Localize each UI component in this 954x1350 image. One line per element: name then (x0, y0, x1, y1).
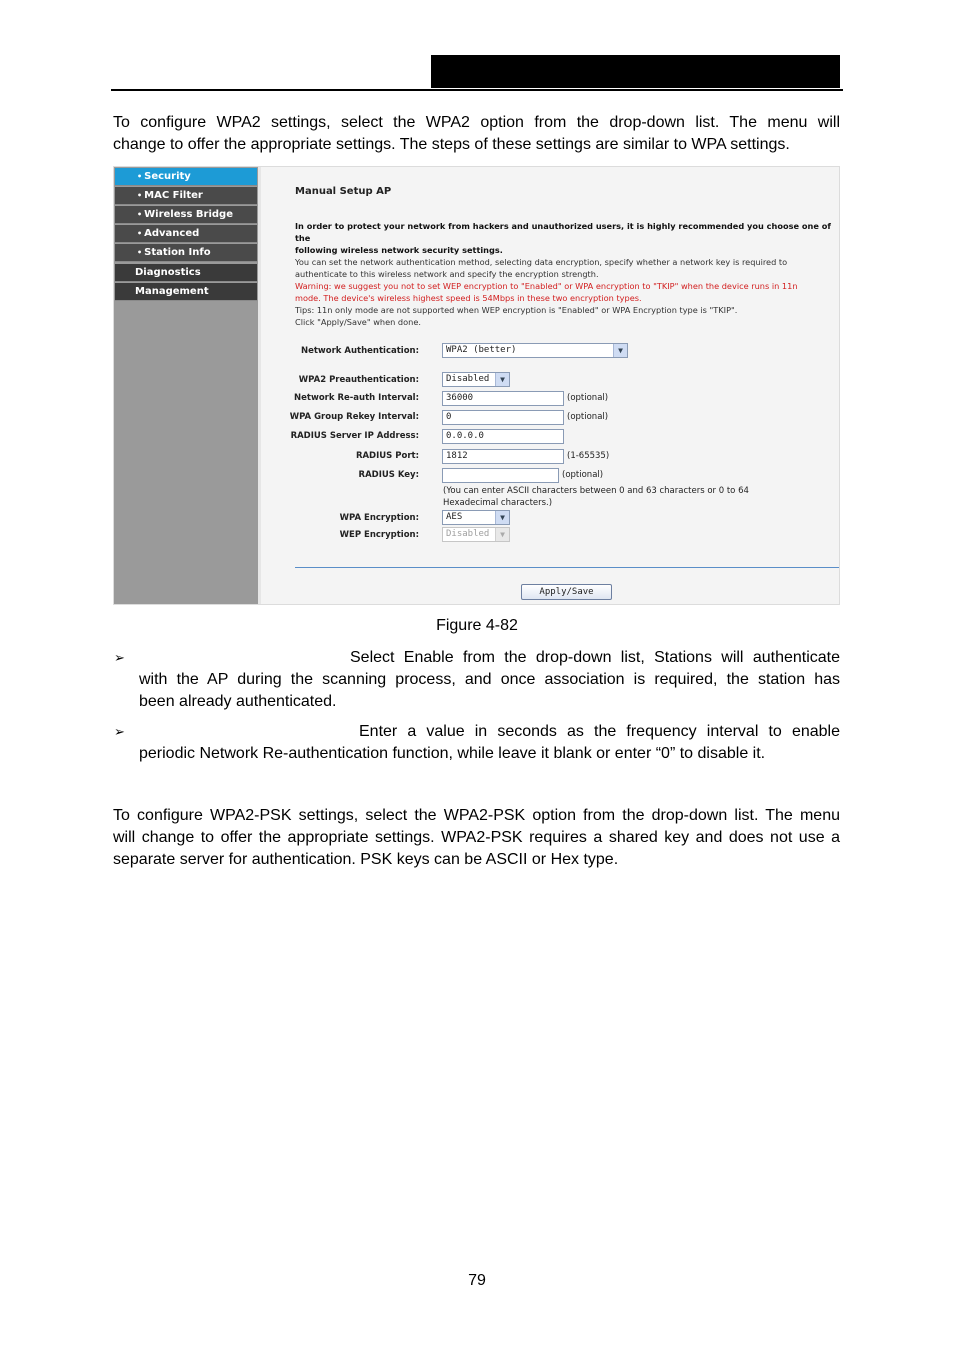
rekey-input[interactable]: 0 (442, 410, 564, 425)
radius-key-label: RADIUS Key: (358, 470, 419, 480)
psk-line: separate server for authentication. PSK keys can be ASCII or Hex type. (113, 851, 619, 868)
warning-text: mode. The device's wireless highest speed is 54Mbps in these two encryption types. (295, 293, 642, 303)
sidebar-item-wireless-bridge[interactable]: • Wireless Bridge (115, 206, 257, 224)
reauth-note: (optional) (567, 393, 609, 403)
radius-ip-input[interactable]: 0.0.0.0 (442, 429, 564, 444)
divider (295, 567, 840, 568)
router-screenshot (113, 166, 840, 605)
bullet-icon: • (137, 210, 143, 219)
preauth-select[interactable]: Disabled ▼ (442, 372, 510, 387)
header-bar (431, 55, 840, 88)
reauth-input[interactable]: 36000 (442, 391, 564, 406)
sidebar-item-station-info[interactable]: • Station Info (115, 244, 257, 262)
bullet-icon: • (137, 172, 143, 181)
sidebar-item-advanced[interactable]: • Advanced (115, 225, 257, 243)
bullet-line: been already authenticated. (139, 693, 337, 710)
sidebar-item-management[interactable]: Management (115, 283, 257, 301)
network-auth-select[interactable]: WPA2 (better) ▼ (442, 343, 628, 358)
radius-key-input[interactable] (442, 468, 559, 483)
info-text: In order to protect your network from hackers and unauthorized users, it is highly recommended you choose one of the following wireless network security settings. You can set the network authentication method, selecting data encryption, specify whether a network key is required to authenticate to this wireless network and specify the encryption strength. Warning: we suggest you not to set WEP encryption to "Enabled" or WPA encryption to "TKIP" when the device runs in 11n mode. The device's wireless highest speed is 54Mbps in these two encryption types. Tips: 11n only mode are not supported when WEP encryption is "Enabled" or WPA Encryption type is "TKIP". Click "Apply/Save" when done. (295, 220, 840, 328)
bullet-icon: • (137, 229, 143, 238)
psk-line: To configure WPA2-PSK settings, select the WPA2-PSK option from the drop-down list. The menu (113, 807, 840, 824)
wpa-encryption-label: WPA Encryption: (339, 513, 419, 523)
sidebar-item-mac-filter[interactable]: • MAC Filter (115, 187, 257, 205)
psk-line: will change to offer the appropriate settings. WPA2-PSK requires a shared key and does not use a (113, 829, 840, 846)
settings-panel (262, 167, 840, 605)
chevron-down-icon: ▼ (495, 373, 509, 386)
sidebar-item-diagnostics[interactable]: Diagnostics (115, 264, 257, 282)
sidebar (114, 167, 258, 605)
reauth-label: Network Re-auth Interval: (294, 393, 419, 403)
bullet-reauth (139, 721, 840, 765)
radius-port-label: RADIUS Port: (355, 451, 419, 461)
bullet-line: Select Enable from the drop-down list, Stations will authenticate (350, 649, 840, 666)
radius-key-note: (optional) (562, 470, 604, 480)
radius-port-note: (1-65535) (567, 451, 610, 461)
apply-save-button[interactable]: Apply/Save (521, 584, 612, 600)
intro-paragraph (113, 112, 840, 156)
chevron-down-icon: ▼ (613, 344, 627, 357)
preauth-label: WPA2 Preauthentication: (298, 375, 419, 385)
bullet-line: with the AP during the scanning process, and once association is required, the station has (139, 671, 840, 688)
chevron-down-icon: ▼ (495, 511, 509, 524)
wpa-encryption-select[interactable]: AES ▼ (442, 510, 510, 525)
bullet-line: Enter a value in seconds as the frequency interval to enable (359, 723, 840, 740)
intro-line: To configure WPA2 settings, select the WPA2 option from the drop-down list. The menu will (113, 114, 840, 131)
radius-key-hint: (You can enter ASCII characters between 0 and 63 characters or 0 to 64 (443, 486, 749, 496)
radius-ip-label: RADIUS Server IP Address: (290, 431, 419, 441)
panel-title: Manual Setup AP (295, 186, 392, 197)
radius-key-hint: Hexadecimal characters.) (443, 498, 553, 508)
figure-caption: Figure 4-82 (436, 617, 518, 634)
bullet-line: periodic Network Re-authentication function, while leave it blank or enter “0” to disable it. (139, 745, 766, 762)
psk-paragraph (113, 805, 840, 871)
bullet-icon: • (137, 191, 143, 200)
rekey-label: WPA Group Rekey Interval: (289, 412, 419, 422)
intro-line: change to offer the appropriate settings. The steps of these settings are similar to WPA settings. (113, 136, 790, 153)
sidebar-item-security[interactable]: • Security (115, 168, 257, 186)
header-rule (111, 89, 843, 91)
bullet-arrow-icon: ➢ (114, 650, 125, 665)
rekey-note: (optional) (567, 412, 609, 422)
page-number: 79 (468, 1272, 486, 1289)
chevron-down-icon: ▼ (495, 528, 509, 541)
bullet-arrow-icon: ➢ (114, 724, 125, 739)
bullet-icon: • (137, 248, 143, 257)
radius-port-input[interactable]: 1812 (442, 449, 564, 464)
network-auth-label: Network Authentication: (300, 346, 419, 356)
warning-text: Warning: we suggest you not to set WEP encryption to "Enabled" or WPA encryption to "TKIP" when the device runs in 11n (295, 281, 798, 291)
sidebar-divider (258, 167, 261, 605)
wep-encryption-select: Disabled ▼ (442, 527, 510, 542)
bullet-preauth (139, 647, 840, 713)
wep-encryption-label: WEP Encryption: (339, 530, 419, 540)
